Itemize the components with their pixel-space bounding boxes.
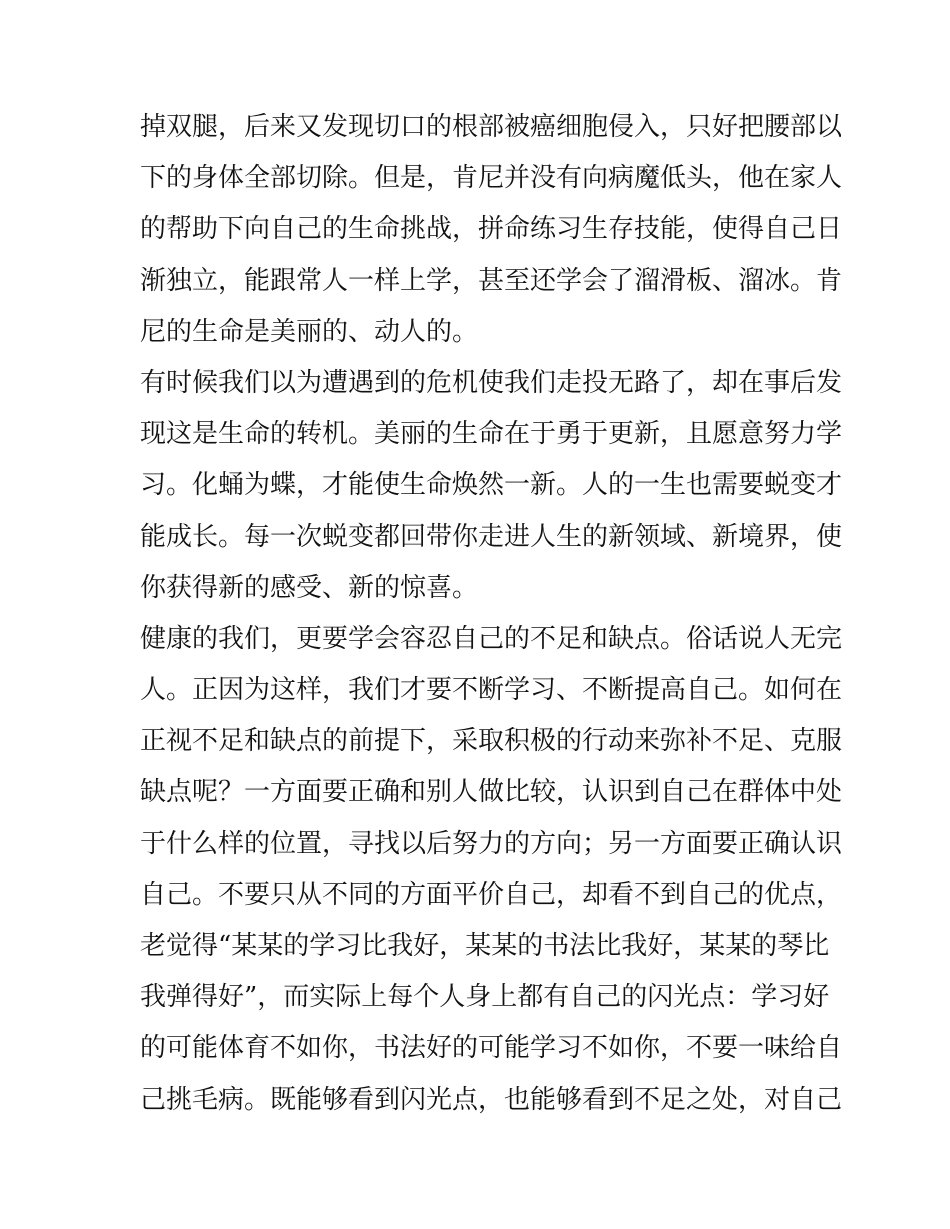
text-line: 尼的生命是美丽的、动人的。 [140, 316, 479, 347]
text-line: 渐独立，能跟常人一样上学，甚至还学会了溜滑板、溜冰。肯 [140, 265, 843, 296]
text-line: 下的身体全部切除。但是，肯尼并没有向病魔低头，他在家人 [140, 163, 843, 194]
text-line: 于什么样的位置，寻找以后努力的方向；另一方面要正确认识 [140, 828, 843, 859]
text-line: 能成长。每一次蜕变都回带你走进人生的新领域、新境界，使 [140, 521, 843, 552]
text-line: 你获得新的感受、新的惊喜。 [140, 572, 479, 603]
text-line: 现这是生命的转机。美丽的生命在于勇于更新，且愿意努力学 [140, 419, 843, 450]
text-line: 自己。不要只从不同的方面平价自己，却看不到自己的优点， [140, 879, 843, 910]
paragraph-3 [140, 614, 843, 1126]
text-line: 的可能体育不如你，书法好的可能学习不如你，不要一味给自 [140, 1033, 843, 1064]
text-line: 人。正因为这样，我们才要不断学习、不断提高自己。如何在 [140, 675, 843, 706]
text-line: 正视不足和缺点的前提下，采取积极的行动来弥补不足、克服 [140, 726, 843, 757]
text-line: 有时候我们以为遭遇到的危机使我们走投无路了，却在事后发 [140, 367, 843, 398]
text-line: 缺点呢？一方面要正确和别人做比较，认识到自己在群体中处 [140, 777, 843, 808]
text-line: 己挑毛病。既能够看到闪光点，也能够看到不足之处，对自己 [140, 1084, 843, 1115]
text-line: 的帮助下向自己的生命挑战，拼命练习生存技能，使得自己日 [140, 214, 843, 245]
text-line: 掉双腿，后来又发现切口的根部被癌细胞侵入，只好把腰部以 [140, 112, 843, 142]
text-line: 健康的我们，更要学会容忍自己的不足和缺点。俗话说人无完 [140, 623, 843, 654]
text-line: 我弹得好”，而实际上每个人身上都有自己的闪光点：学习好 [140, 982, 830, 1013]
text-line: 习。化蛹为蝶，才能使生命焕然一新。人的一生也需要蜕变才 [140, 470, 843, 501]
text-line: 老觉得“某某的学习比我好，某某的书法比我好，某某的琴比 [140, 931, 830, 961]
paragraph-1 [140, 102, 843, 358]
body-text [140, 102, 843, 1126]
paragraph-2 [140, 358, 843, 614]
